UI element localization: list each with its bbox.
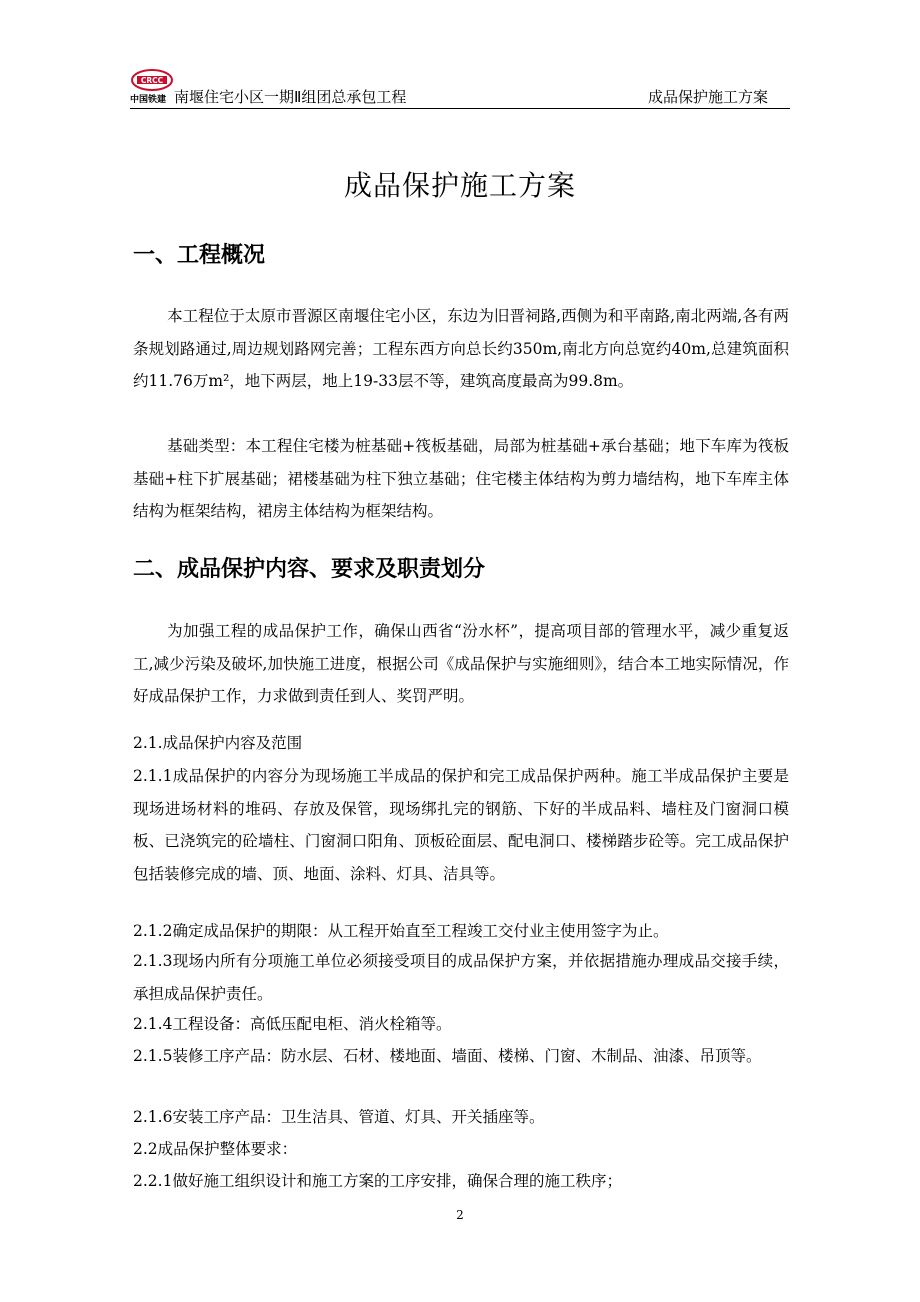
- list-item: 2.1.3现场内所有分项施工单位必须接受项目的成品保护方案，并依据措施办理成品交接手续，承担成品保护责任。: [133, 952, 789, 1003]
- list-item: 2.1.1成品保护的内容分为现场施工半成品的保护和完工成品保护两种。施工半成品保护主要是现场进场材料的堆码、存放及保管，现场绑扎完的钢筋、下好的半成品料、墙柱及门窗洞口模板、已浇筑完的砼墙柱、门窗洞口阳角、顶板砼面层、配电洞口、楼梯踏步砼等。完工成品保护包括装修完成的墙、顶、地面、涂料、灯具、洁具等。: [133, 767, 789, 883]
- page-number: 2: [456, 1208, 464, 1222]
- page-header: [130, 60, 790, 112]
- document-title: 成品保护施工方案: [343, 169, 576, 202]
- list-item: 2.1.成品保护内容及范围: [133, 734, 303, 752]
- list-item: 2.1.2确定成品保护的期限：从工程开始直至工程竣工交付业主使用签字为止。: [133, 922, 669, 940]
- crcc-logo-icon: [130, 68, 174, 92]
- header-doc-name: 成品保护施工方案: [647, 88, 768, 106]
- section1-paragraph-1: 本工程位于太原市晋源区南堰住宅小区，东边为旧晋祠路,西侧为和平南路,南北两端,各有两条规划路通过,周边规划路网完善；工程东西方向总长约350m,南北方向总宽约40m,总建筑面积约11.76万m²，地下两层，地上19-33层不等，建筑高度最高为99.8m。: [133, 307, 789, 390]
- list-item: 2.1.5装修工序产品：防水层、石材、楼地面、墙面、楼梯、门窗、木制品、油漆、吊顶等。: [133, 1047, 762, 1065]
- section1-paragraph-2: 基础类型：本工程住宅楼为桩基础+筏板基础，局部为桩基础+承台基础；地下车库为筏板基础+柱下扩展基础；裙楼基础为柱下独立基础；住宅楼主体结构为剪力墙结构，地下车库主体结构为框架结构，裙房主体结构为框架结构。: [133, 437, 789, 520]
- list-item: 2.1.4工程设备：高低压配电柜、消火栓箱等。: [133, 1015, 452, 1033]
- company-name: 中国铁建: [130, 95, 167, 105]
- list-item: 2.2成品保护整体要求：: [133, 1140, 298, 1158]
- section1-heading: 一、工程概况: [133, 243, 266, 268]
- section2-heading: 二、成品保护内容、要求及职责划分: [133, 557, 486, 582]
- list-item: 2.1.6安装工序产品：卫生洁具、管道、灯具、开关插座等。: [133, 1108, 545, 1126]
- section2-intro: 为加强工程的成品保护工作，确保山西省“汾水杯”，提高项目部的管理水平，减少重复返工,减少污染及破坏,加快施工进度，根据公司《成品保护与实施细则》，结合本工地实际情况，作好成品保护工作，力求做到责任到人、奖罚严明。: [133, 622, 789, 705]
- project-name: 南堰住宅小区一期Ⅱ组团总承包工程: [174, 88, 407, 106]
- header-divider: [130, 108, 790, 109]
- svg-text:CRCC: CRCC: [140, 76, 164, 85]
- list-item: 2.2.1做好施工组织设计和施工方案的工序安排，确保合理的施工秩序；: [133, 1172, 622, 1190]
